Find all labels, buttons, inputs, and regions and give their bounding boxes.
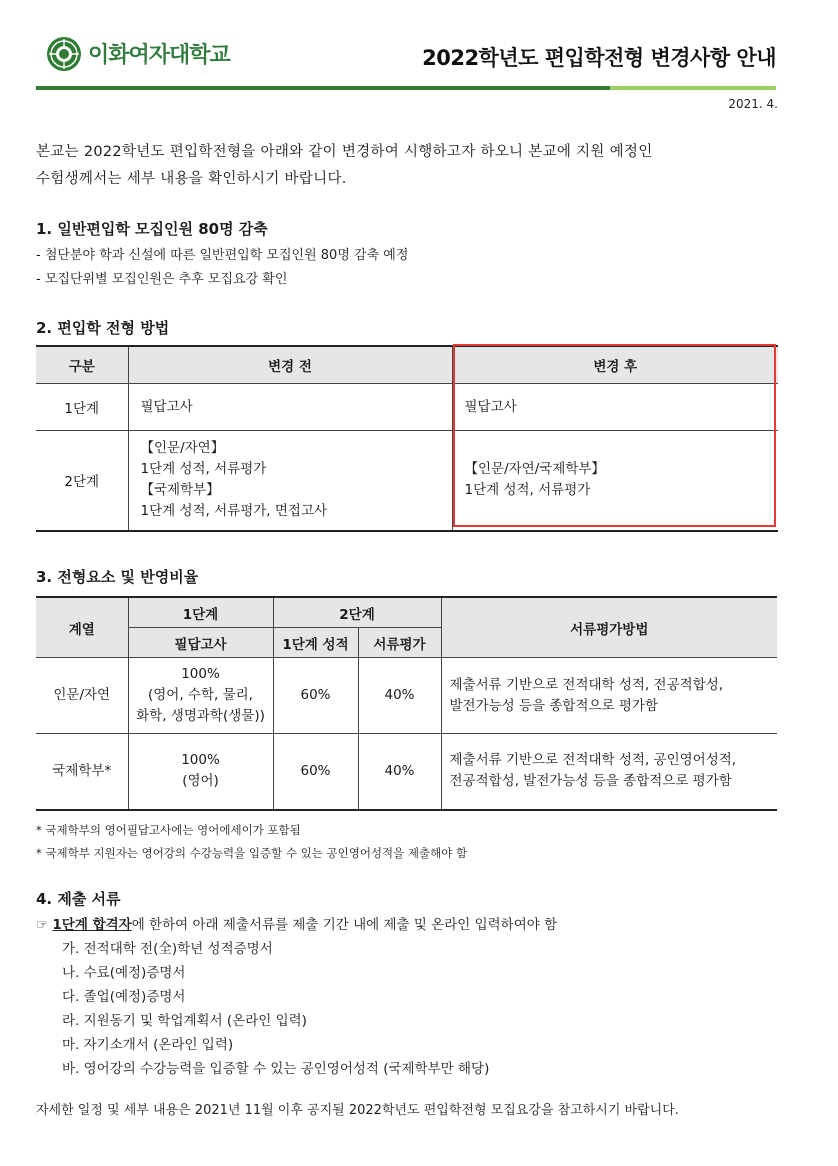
doc-item: 라. 지원동기 및 학업계획서 (온라인 입력)	[62, 1013, 307, 1029]
row2-after-line: 1단계 성적, 서류평가	[464, 482, 591, 499]
row2-before	[128, 431, 452, 531]
row-method-line: 제출서류 기반으로 전적대학 성적, 공인영어성적,	[449, 752, 737, 769]
document-title: 2022학년도 편입학전형 변경사항 안내	[422, 46, 776, 70]
row-method-line: 발전가능성 등을 종합적으로 평가함	[449, 697, 659, 714]
row2-stage: 2단계	[36, 431, 128, 531]
row-written-line: 100%	[181, 752, 220, 769]
section1-bullet-1: - 첨단분야 학과 신설에 따른 일반편입학 모집인원 80명 감축 예정	[36, 248, 409, 263]
row-written	[128, 734, 273, 810]
section4-lead	[36, 913, 557, 933]
intro-line-2: 수험생께서는 세부 내용을 확인하시기 바랍니다.	[36, 171, 347, 187]
note-1: * 국제학부의 영어필답고사에는 영어에세이가 포함됨	[36, 823, 301, 837]
row-written	[128, 658, 273, 734]
row1-before: 필답고사	[128, 384, 452, 431]
row-category: 인문/자연	[36, 658, 128, 734]
col-header-category: 계열	[36, 597, 128, 658]
row2-before-line: 1단계 성적, 서류평가, 면접고사	[140, 503, 328, 520]
row-method-line: 전공적합성, 발전가능성 등을 종합적으로 평가함	[449, 773, 732, 790]
col-header-stage1: 1단계	[128, 597, 273, 628]
section3-heading: 3. 전형요소 및 반영비율	[36, 568, 199, 586]
row1-after: 필답고사	[452, 384, 778, 431]
row-method	[441, 658, 777, 734]
row2-before-line: 1단계 성적, 서류평가	[140, 461, 267, 478]
section1-heading: 1. 일반편입학 모집인원 80명 감축	[36, 220, 268, 238]
row-written-line: (영어)	[182, 773, 219, 790]
col-header-category: 구분	[36, 346, 128, 384]
doc-item: 마. 자기소개서 (온라인 입력)	[62, 1037, 234, 1053]
pointing-hand-icon: ☞	[36, 917, 49, 933]
col-header-written: 필답고사	[128, 628, 273, 658]
ratio-table	[36, 596, 777, 811]
row-doc-eval: 40%	[358, 734, 441, 810]
doc-item: 바. 영어강의 수강능력을 입증할 수 있는 공인영어성적 (국제학부만 해당)	[62, 1061, 490, 1077]
section1-bullet-2: - 모집단위별 모집인원은 추후 모집요강 확인	[36, 272, 288, 287]
header-rule-light	[610, 86, 776, 90]
note-2: * 국제학부 지원자는 영어강의 수강능력을 입증할 수 있는 공인영어성적을 제출해야 함	[36, 846, 468, 860]
doc-item: 다. 졸업(예정)증명서	[62, 989, 186, 1005]
doc-item: 나. 수료(예정)증명서	[62, 965, 186, 981]
row-stage1-score: 60%	[273, 734, 358, 810]
col-header-stage2: 2단계	[273, 597, 441, 628]
row-stage1-score: 60%	[273, 658, 358, 734]
row-written-line: 100%	[181, 666, 220, 682]
row-category: 국제학부*	[36, 734, 128, 810]
university-emblem-icon	[46, 36, 82, 72]
row-written-line: 화학, 생명과학(생물))	[136, 708, 265, 724]
section2-heading: 2. 편입학 전형 방법	[36, 319, 170, 337]
row2-before-line: 【인문/자연】	[140, 440, 225, 457]
row2-before-line: 【국제학부】	[140, 482, 220, 499]
col-header-before: 변경 전	[128, 346, 452, 384]
document-date: 2021. 4.	[728, 97, 778, 111]
row-method-line: 제출서류 기반으로 전적대학 성적, 전공적합성,	[449, 676, 724, 693]
header-rule-dark	[36, 86, 610, 90]
section4-heading: 4. 제출 서류	[36, 890, 121, 908]
col-header-after: 변경 후	[452, 346, 778, 384]
lead-text: 에 한하여 아래 제출서류를 제출 기간 내에 제출 및 온라인 입력하여야 함	[131, 917, 558, 933]
row-doc-eval: 40%	[358, 658, 441, 734]
intro-line-1: 본교는 2022학년도 편입학전형을 아래와 같이 변경하여 시행하고자 하오니 본교에 지원 예정인	[36, 144, 653, 160]
doc-item: 가. 전적대학 전(全)학년 성적증명서	[62, 941, 273, 957]
col-header-method: 서류평가방법	[441, 597, 777, 658]
university-name: 이화여자대학교	[88, 43, 230, 68]
row2-after-line: 【인문/자연/국제학부】	[464, 461, 605, 478]
footer-note: 자세한 일정 및 세부 내용은 2021년 11월 이후 공지될 2022학년도 편입학전형 모집요강을 참고하시기 바랍니다.	[36, 1103, 679, 1118]
lead-emphasis: 1단계 합격자	[52, 917, 132, 933]
row1-stage: 1단계	[36, 384, 128, 431]
row-method	[441, 734, 777, 810]
col-header-stage1-score: 1단계 성적	[273, 628, 358, 658]
changed-column-highlight	[453, 344, 776, 527]
col-header-doc-eval: 서류평가	[358, 628, 441, 658]
row-written-line: (영어, 수학, 물리,	[148, 687, 253, 703]
